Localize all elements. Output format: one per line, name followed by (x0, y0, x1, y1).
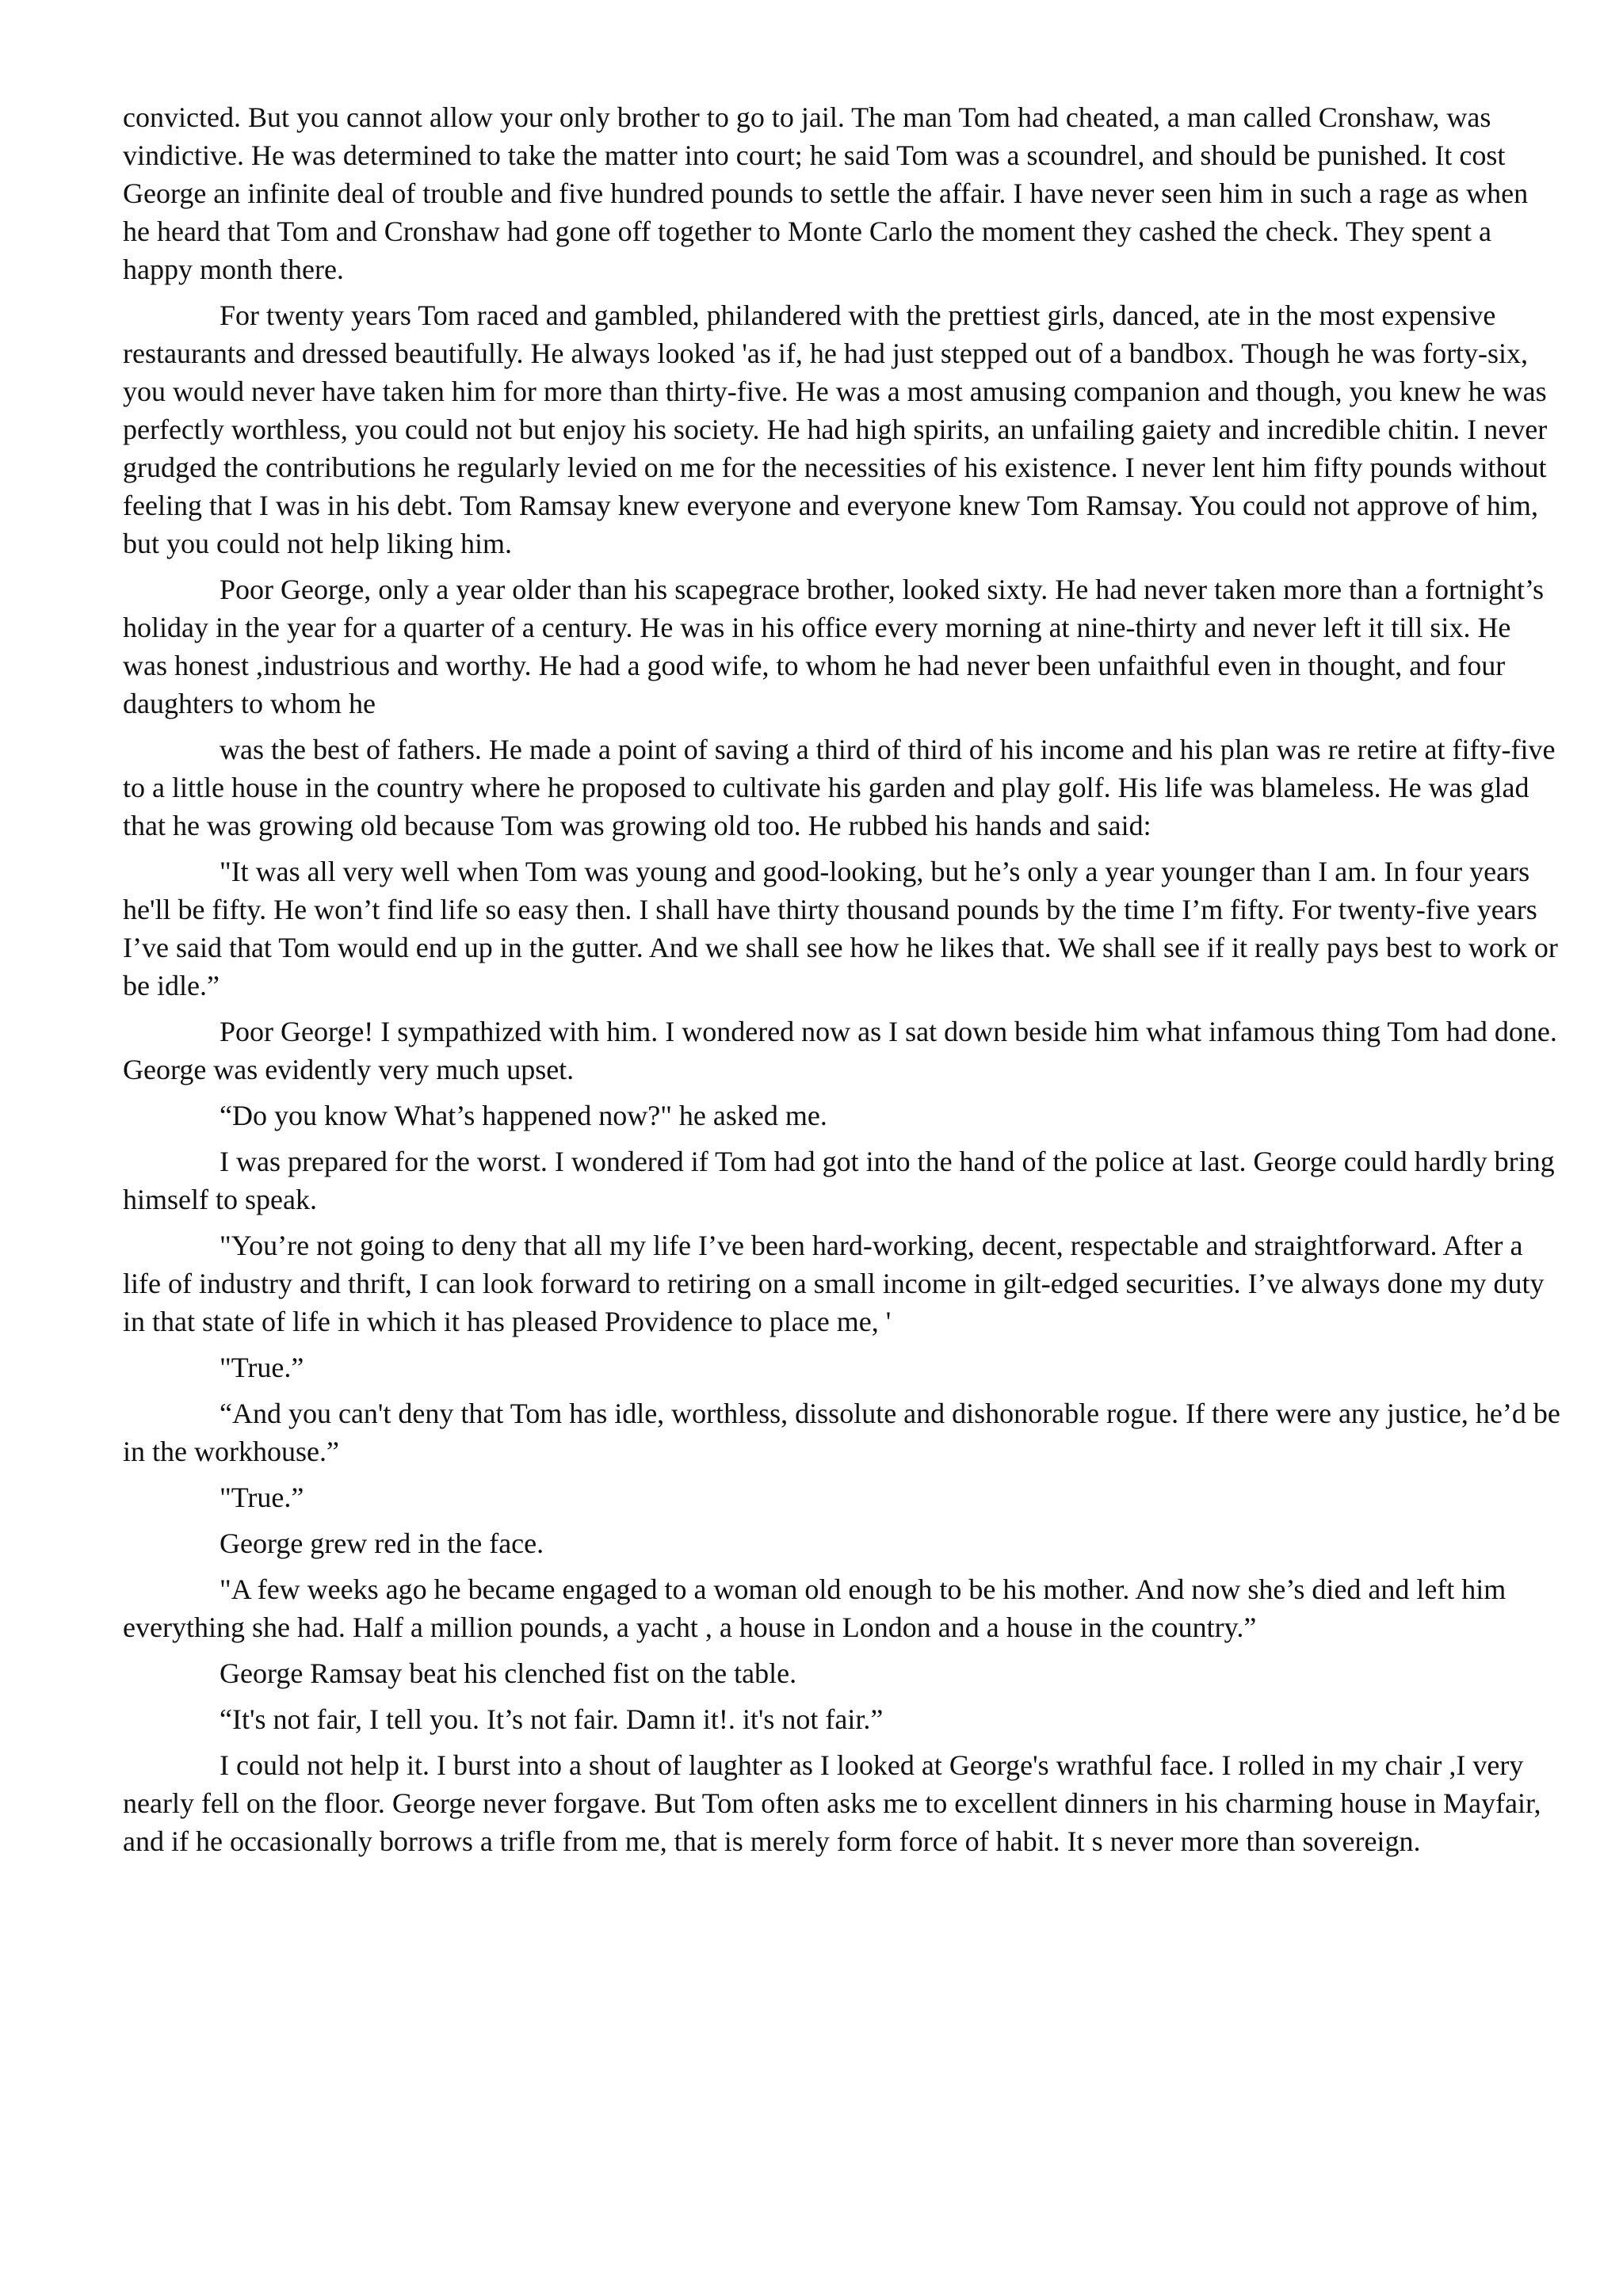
paragraph: "A few weeks ago he became engaged to a woman old enough to be his mother. And now she’s died and left him everything she had. Half a million pounds, a yacht , a house in London and a house in the country.” (123, 1573, 1507, 1643)
paragraph: "True.” (220, 1352, 304, 1383)
paragraph: “It's not fair, I tell you. It’s not fair. Damn it!. it's not fair.” (220, 1703, 884, 1735)
paragraph: Poor George! I sympathized with him. I wondered now as I sat down beside him what infamous thing Tom had done. George was evidently very much upset. (123, 1016, 1557, 1085)
paragraph: was the best of fathers. He made a point of saving a third of third of his income and his plan was re retire at fifty-five to a little house in the country where he proposed to cultivate his garden and play golf. His life was blameless. He was glad that he was growing old because Tom was growing old too. He rubbed his hands and said: (123, 734, 1556, 841)
paragraph: "It was all very well when Tom was young and good-looking, but he’s only a year younger than I am. In four years he'll be fifty. He won’t find life so easy then. I shall have thirty thousand pounds by the time I’m fifty. For twenty-five years I’ve said that Tom would end up in the gutter. And we shall see how he likes that. We shall see if it really pays best to work or be idle.” (123, 856, 1558, 1001)
paragraph: George Ramsay beat his clenched fist on the table. (220, 1657, 797, 1689)
paragraph: “And you can't deny that Tom has idle, worthless, dissolute and dishonorable rogue. If there were any justice, he’d be in the workhouse.” (123, 1398, 1560, 1467)
paragraph: Poor George, only a year older than his scapegrace brother, looked sixty. He had never taken more than a fortnight’s holiday in the year for a quarter of a century. He was in his office every morning at nine-thirty and never left it till six. He was honest ,industrious and worthy. He had a good wife, to whom he had never been unfaithful even in thought, and four daughters to whom he (123, 574, 1545, 719)
paragraph: For twenty years Tom raced and gambled, philandered with the prettiest girls, danced, ate in the most expensive restaurants and dressed beautifully. He always looked 'as if, he had just stepped out of a bandbox. Though he was forty-six, you would never have taken him for more than thirty-five. He was a most amusing companion and though, you knew he was perfectly worthless, you could not but enjoy his society. He had high spirits, an unfailing gaiety and incredible chitin. I never grudged the contributions he regularly levied on me for the necessities of his existence. I never lent him fifty pounds without feeling that I was in his debt. Tom Ramsay knew everyone and everyone knew Tom Ramsay. You could not approve of him, but you could not help liking him. (123, 299, 1548, 559)
paragraph: I could not help it. I burst into a shout of laughter as I looked at George's wrathful face. I rolled in my chair ,I very nearly fell on the floor. George never forgave. But Tom often asks me to excellent dinners in his charming house in Mayfair, and if he occasionally borrows a trifle from me, that is merely form force of habit. It s never more than sovereign. (123, 1749, 1541, 1857)
paragraph: "You’re not going to deny that all my life I’ve been hard-working, decent, respectable and straightforward. After a life of industry and thrift, I can look forward to retiring on a small income in gilt-edged securities. I’ve always done my duty in that state of life in which it has pleased Providence to place me, ' (123, 1230, 1545, 1337)
paragraph: I was prepared for the worst. I wondered if Tom had got into the hand of the police at last. George could hardly bring himself to speak. (123, 1146, 1555, 1215)
paragraph: "True.” (220, 1482, 304, 1513)
paragraph: “Do you know What’s happened now?" he asked me. (220, 1100, 827, 1131)
body-text (123, 98, 1561, 1868)
paragraph: convicted. But you cannot allow your only brother to go to jail. The man Tom had cheated, a man called Cronshaw, was vindictive. He was determined to take the matter into court; he said Tom was a scoundrel, and should be punished. It cost George an infinite deal of trouble and five hundred pounds to settle the affair. I have never seen him in such a rage as when he heard that Tom and Cronshaw had gone off together to Monte Carlo the moment they cashed the check. They spent a happy month there. (123, 101, 1529, 285)
paragraph: George grew red in the face. (220, 1527, 544, 1559)
